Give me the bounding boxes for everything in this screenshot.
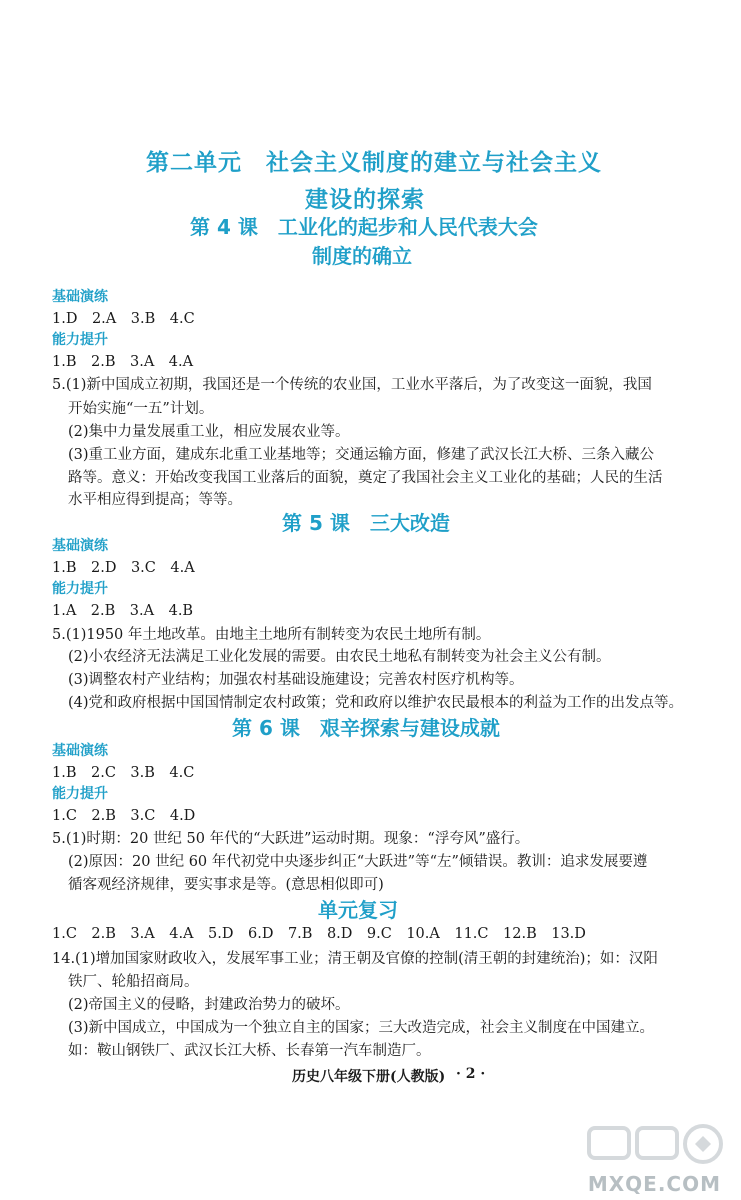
lesson6-q5-line: (2)原因：20 世纪 60 年代初党中央逐步纠正“大跃进”等“左”倾错误。教训：追求发展要遵 [68, 854, 648, 870]
lesson6-q5-line: 循客观经济规律，要实事求是等。(意思相似即可) [68, 877, 384, 893]
review-title: 单元复习 [318, 898, 398, 922]
lesson4-title-line1: 第 4 课 工业化的起步和人民代表大会 [190, 215, 538, 239]
lesson5-basic-label: 基础演练 [52, 538, 108, 554]
review-q14-line: (2)帝国主义的侵略，封建政治势力的破坏。 [68, 997, 350, 1013]
lesson6-title: 第 6 课 艰辛探索与建设成就 [232, 716, 500, 740]
lesson6-basic-answers: 1.B 2.C 3.B 4.C [52, 765, 195, 781]
lesson4-q5-line: 开始实施“一五”计划。 [68, 401, 214, 417]
review-answers: 1.C 2.B 3.A 4.A 5.D 6.D 7.B 8.D 9.C 10.A 11.C 12.B 13.D [52, 926, 586, 942]
lesson5-q5-line: (2)小农经济无法满足工业化发展的需要。由农民土地私有制转变为社会主义公有制。 [68, 649, 611, 665]
lesson6-q5-line: 5.(1)时期：20 世纪 50 年代的“大跃进”运动时期。现象：“浮夸风”盛行。 [52, 831, 530, 847]
lesson5-basic-answers: 1.B 2.D 3.C 4.A [52, 560, 195, 576]
lesson4-basic-answers: 1.D 2.A 3.B 4.C [52, 311, 195, 327]
lesson4-q5-line: (3)重工业方面，建成东北重工业基地等；交通运输方面，修建了武汉长江大桥、三条入藏公 [68, 447, 655, 463]
lesson5-title: 第 5 课 三大改造 [282, 511, 450, 535]
review-q14-line: 如：鞍山钢铁厂、武汉长江大桥、长春第一汽车制造厂。 [68, 1043, 431, 1059]
watermark-text: MXQE.COM [587, 1172, 721, 1196]
lesson6-basic-label: 基础演练 [52, 743, 108, 759]
lesson4-advanced-answers: 1.B 2.B 3.A 4.A [52, 354, 194, 370]
review-q14-line: (3)新中国成立，中国成为一个独立自主的国家；三大改造完成，社会主义制度在中国建立。 [68, 1020, 655, 1036]
lesson4-basic-label: 基础演练 [52, 289, 108, 305]
lesson4-advanced-label: 能力提升 [52, 332, 108, 348]
footer-book-title: 历史八年级下册(人教版) [292, 1069, 446, 1085]
lesson5-advanced-label: 能力提升 [52, 581, 108, 597]
unit-title-line2: 建设的探索 [305, 187, 425, 213]
lesson4-q5-line: (2)集中力量发展重工业，相应发展农业等。 [68, 424, 350, 440]
unit-title-line1: 第二单元 社会主义制度的建立与社会主义 [146, 150, 602, 176]
review-q14-line: 14.(1)增加国家财政收入，发展军事工业；清王朝及官僚的控制(清王朝的封建统治)；如：汉阳 [52, 951, 658, 967]
lesson4-q5-line: 水平相应得到提高；等等。 [68, 492, 242, 508]
lesson4-q5-line: 路等。意义：开始改变我国工业落后的面貌，奠定了我国社会主义工业化的基础；人民的生活 [68, 470, 663, 486]
lesson5-advanced-answers: 1.A 2.B 3.A 4.B [52, 603, 194, 619]
lesson6-advanced-label: 能力提升 [52, 786, 108, 802]
lesson6-advanced-answers: 1.C 2.B 3.C 4.D [52, 808, 196, 824]
lesson4-q5-line: 5.(1)新中国成立初期，我国还是一个传统的农业国，工业水平落后，为了改变这一面貌，我国 [52, 377, 652, 393]
footer-page-number: · 2 · [456, 1066, 486, 1082]
lesson5-q5-line: (4)党和政府根据中国国情制定农村政策；党和政府以维护农民最根本的利益为工作的出发点等。 [68, 695, 684, 711]
review-q14-line: 铁厂、轮船招商局。 [68, 974, 199, 990]
lesson5-q5-line: 5.(1)1950 年土地改革。由地主土地所有制转变为农民土地所有制。 [52, 627, 491, 643]
lesson4-title-line2: 制度的确立 [312, 244, 412, 268]
lesson5-q5-line: (3)调整农村产业结构；加强农村基础设施建设；完善农村医疗机构等。 [68, 672, 524, 688]
